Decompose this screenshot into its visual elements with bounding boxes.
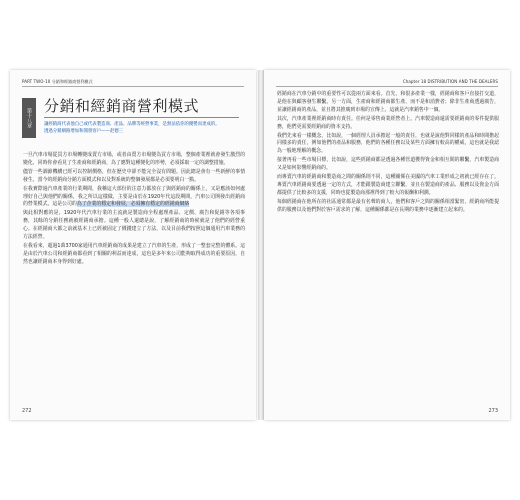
chapter-tab: 第十八章 (22, 98, 36, 138)
left-page (10, 70, 256, 420)
left-body (23, 152, 245, 268)
chapter-intro (44, 122, 234, 135)
intro-line: 讓經銷商代表他自己或代表製造商、產品、品牌等經營事業，是無法依你的優勢而達成的。 (44, 122, 220, 127)
left-running-head: PART TWO-10 分銷和經銷商營利模式 (22, 79, 93, 84)
paragraph: 其次，汽車產業裡經銷商時有責任。任何是零售商業經營者上。汽車製造商還需要經銷商的零件提供服務，他們更需要經銷商的資本支持。 (277, 115, 499, 130)
paragraph: 在我看來，超過1萬3700家通用汽車經銷商的成果是建立了汽車的生產，形成了一整套完整的體系。這是由於汽車公司和經銷商都看到了相關的利益而達成，這也是多年來公司能夠取得成功的重要原因，自然也讓經銷商本身得到好處。 (23, 242, 245, 265)
paragraph: 而專賣汽車的經銷商和製造商之間的關係則不同，這種關係在美國的汽車工業形成之初就已經存在了。專賣汽車經銷商要透過一定的方式，才能跟製造商建立聯繫，並且在製造商的產品、服務以及資金方面都提供了比較多的支援，同時也從製造商那裡得到了較大的報酬和利潤。 (277, 174, 499, 196)
right-page (264, 70, 510, 420)
title-rule (44, 117, 239, 118)
paragraph: 一旦汽車市場從買方市場轉變成賣方市場，或者由賣方市場變為買方市場，整個產業裡就會發生激烈的變化，同時你會看見了生產商和經銷商，為了應對這種變化的形勢，必須採取一定的調整措施。 (23, 152, 245, 166)
paragraph: 與此相對應的是，1920年代汽車行業的主流就是製造商全程處理產品、定價、廣告和促銷等各項事務，其餘的分銷任務就被經銷商承擔。這種一般人還總是說，了解經銷商的時候就是了他們的經營重心。在經銷商大都之前就基本上已經被固定了價錢建立了方法，以及目前我們按照這個通用汽車業務的方法經營。 (23, 210, 245, 241)
paragraph: 我們先來看一樣概念，比如說，一個經理人員承擔起一般的責任，也就是說他對同樣的產品和時間擔起同樣多的責任，例如他們的產品和服務，他們的各種任務以及某些方面擁有較高的權威，這也就是我認為一般地理解的概念。 (277, 132, 499, 155)
paragraph: 每個經銷商在他所在的社區通常都是最有名聲的商人，他們和客戶之間的關係相當緊密，經銷商所能提供的服務以及他們對於客戶需求的了解，這種關係都是在長期的業務中逐漸建立起來的。 (277, 198, 499, 213)
paragraph: 接著再看一些市場目標，比如說，這些經銷商都是透過各種管道獲得資金和相互間的聯繫，汽車製造商又是如何影響經銷商的。 (277, 157, 499, 172)
paragraph (23, 186, 245, 210)
right-body (277, 91, 499, 216)
page-number: 273 (488, 408, 498, 414)
right-running-head: Chapter 18 DISTRIBUTION AND THE DEALERS (402, 79, 498, 84)
header-rule (22, 86, 244, 87)
chapter-title: 分銷和經銷商營利模式 (44, 97, 200, 115)
page-number: 272 (22, 408, 32, 414)
paragraph: 儘管一些調節機構已經可以控制價格，但在歷史中卻不能完全沒有問題。因此總是會有一些新鮮的事情發生，當今的經銷商分銷方面模式和以及對系統的整個發展都是必須要明白一點。 (23, 168, 245, 183)
paragraph: 經銷商在汽車分銷中的重要性可以從兩方面來看。首先，和很多產業一樣，經銷商和客戶直接打交道，是他在與顧客發生聯繫。另一方面，生產商和經銷商都生產，而不是和消費者；除非生產商透過廣告，並讓經銷商的產品，並且將其推廣到市場的宣傳上，這就是汽車銷售中一個。 (277, 91, 499, 113)
header-rule (276, 86, 498, 87)
highlighted-text[interactable]: 為了企業的穩定和發展，必須擁有穩定的經銷商網絡 (76, 201, 190, 208)
paragraph-text: 在我實際過汽車產業的行業期間，我稱這大部份的注意力都放在了與經銷商的關係上，又是應該如何處理好自己與他們的關係，我之所以這樣做，主要是由於在1920年代這段期間，汽車公司開發出經銷商的營業模式，這是公司的 (23, 185, 245, 208)
intro-line: 透過分銷網路增加和開發客戶——赵德三 (44, 128, 124, 134)
